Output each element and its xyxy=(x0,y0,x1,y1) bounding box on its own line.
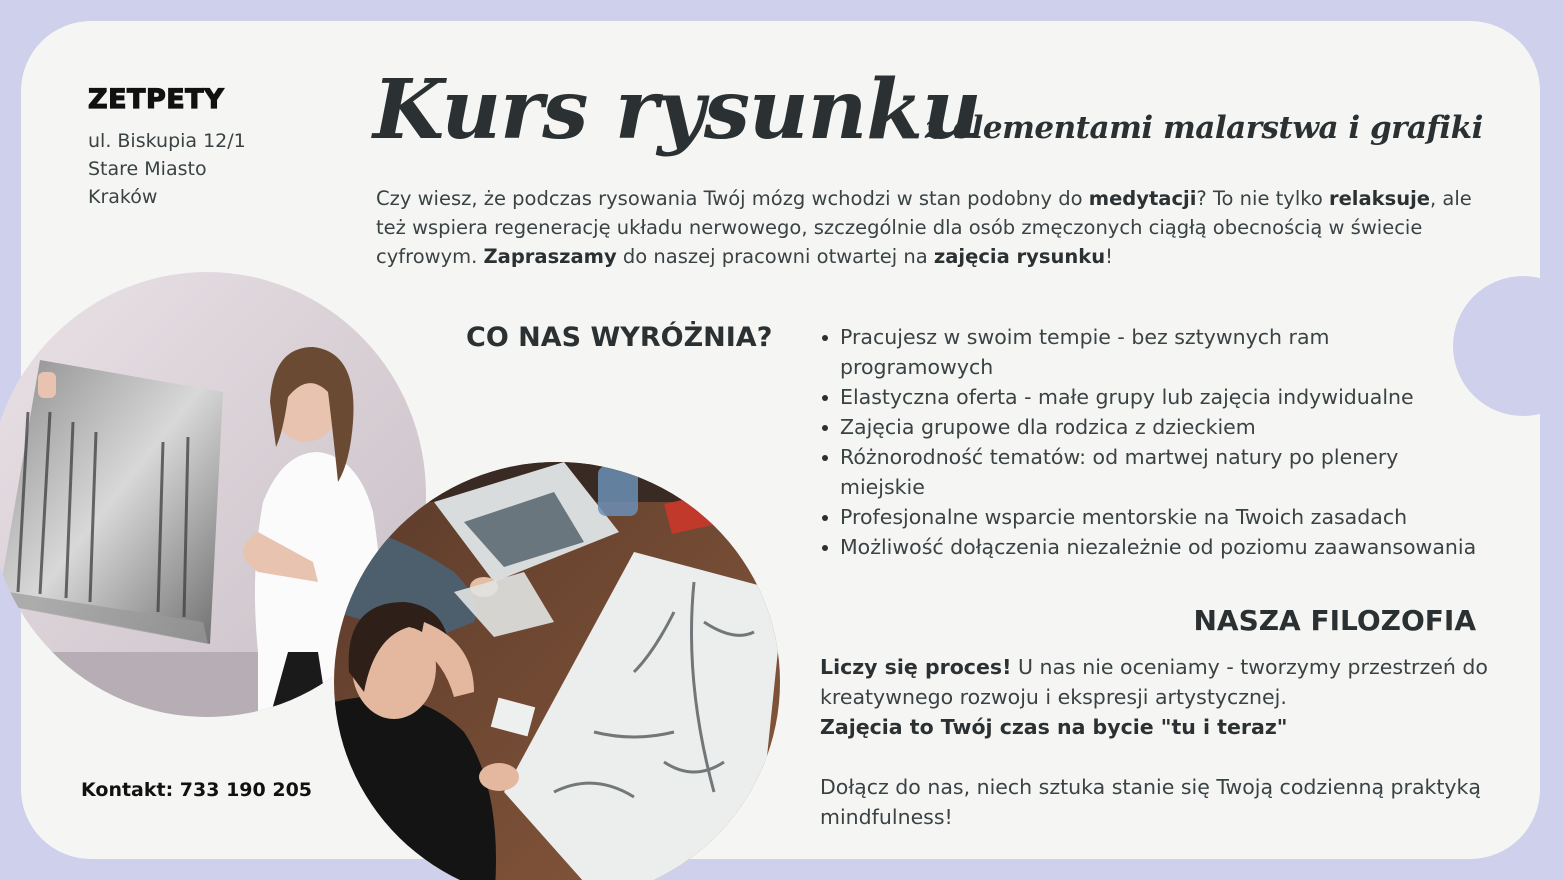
intro-text: ! xyxy=(1105,245,1113,268)
address-district: Stare Miasto xyxy=(88,158,207,180)
intro-text: do naszej pracowni otwartej na xyxy=(616,245,934,268)
list-item: Zajęcia grupowe dla rodzica z dzieckiem xyxy=(820,412,1480,442)
intro-text: , ale też wspiera regenerację układu nerwowego, szczególnie dla osób zmęczonych ciągłą obecnością w świecie cyfrowym. xyxy=(376,187,1472,268)
philosophy-closing: Dołącz do nas, niech sztuka stanie się Twoją codzienną praktyką mindfulness! xyxy=(820,775,1481,829)
intro-text: Czy wiesz, że podczas rysowania Twój mózg wchodzi w stan podobny do xyxy=(376,187,1089,210)
philosophy-line xyxy=(820,712,1500,742)
list-item: Elastyczna oferta - małe grupy lub zajęcia indywidualne xyxy=(820,382,1480,412)
students-drawing-at-table-photo xyxy=(334,462,780,880)
page-title: Kurs rysunku xyxy=(373,62,981,158)
features-list xyxy=(820,322,1480,562)
philosophy-lead xyxy=(820,652,1500,712)
list-item: Profesjonalne wsparcie mentorskie na Twoich zasadach xyxy=(820,502,1480,532)
address-street: ul. Biskupia 12/1 xyxy=(88,130,246,152)
intro-emphasis: zajęcia rysunku xyxy=(933,245,1106,268)
philosophy-heading: NASZA FILOZOFIA xyxy=(1193,604,1476,637)
list-item: Różnorodność tematów: od martwej natury po plenery miejskie xyxy=(820,442,1480,502)
philosophy-line-bold: Zajęcia to Twój czas na bycie "tu i teraz" xyxy=(820,715,1288,739)
intro-paragraph xyxy=(376,184,1486,271)
features-heading: CO NAS WYRÓŻNIA? xyxy=(466,322,773,353)
address-city: Kraków xyxy=(88,186,158,208)
photo-illustration xyxy=(334,462,780,880)
list-item: Możliwość dołączenia niezależnie od poziomu zaawansowania xyxy=(820,532,1480,562)
intro-emphasis: medytacji xyxy=(1088,187,1197,210)
philosophy-lead-bold: Liczy się proces! xyxy=(820,655,1012,679)
address-block xyxy=(88,127,246,211)
philosophy-text xyxy=(820,652,1500,832)
brand-logo: ZETPETY xyxy=(88,84,225,115)
intro-emphasis: Zapraszamy xyxy=(483,245,617,268)
contact-phone: Kontakt: 733 190 205 xyxy=(81,779,313,801)
list-item: Pracujesz w swoim tempie - bez sztywnych ram programowych xyxy=(820,322,1480,382)
philosophy-lead-rest: U nas nie oceniamy - tworzymy przestrzeń do kreatywnego rozwoju i ekspresji artystycznej. xyxy=(820,655,1488,709)
page-subtitle: z elementami malarstwa i grafiki xyxy=(925,110,1483,146)
intro-emphasis: relaksuje xyxy=(1328,187,1431,210)
intro-text: ? To nie tylko xyxy=(1196,187,1329,210)
